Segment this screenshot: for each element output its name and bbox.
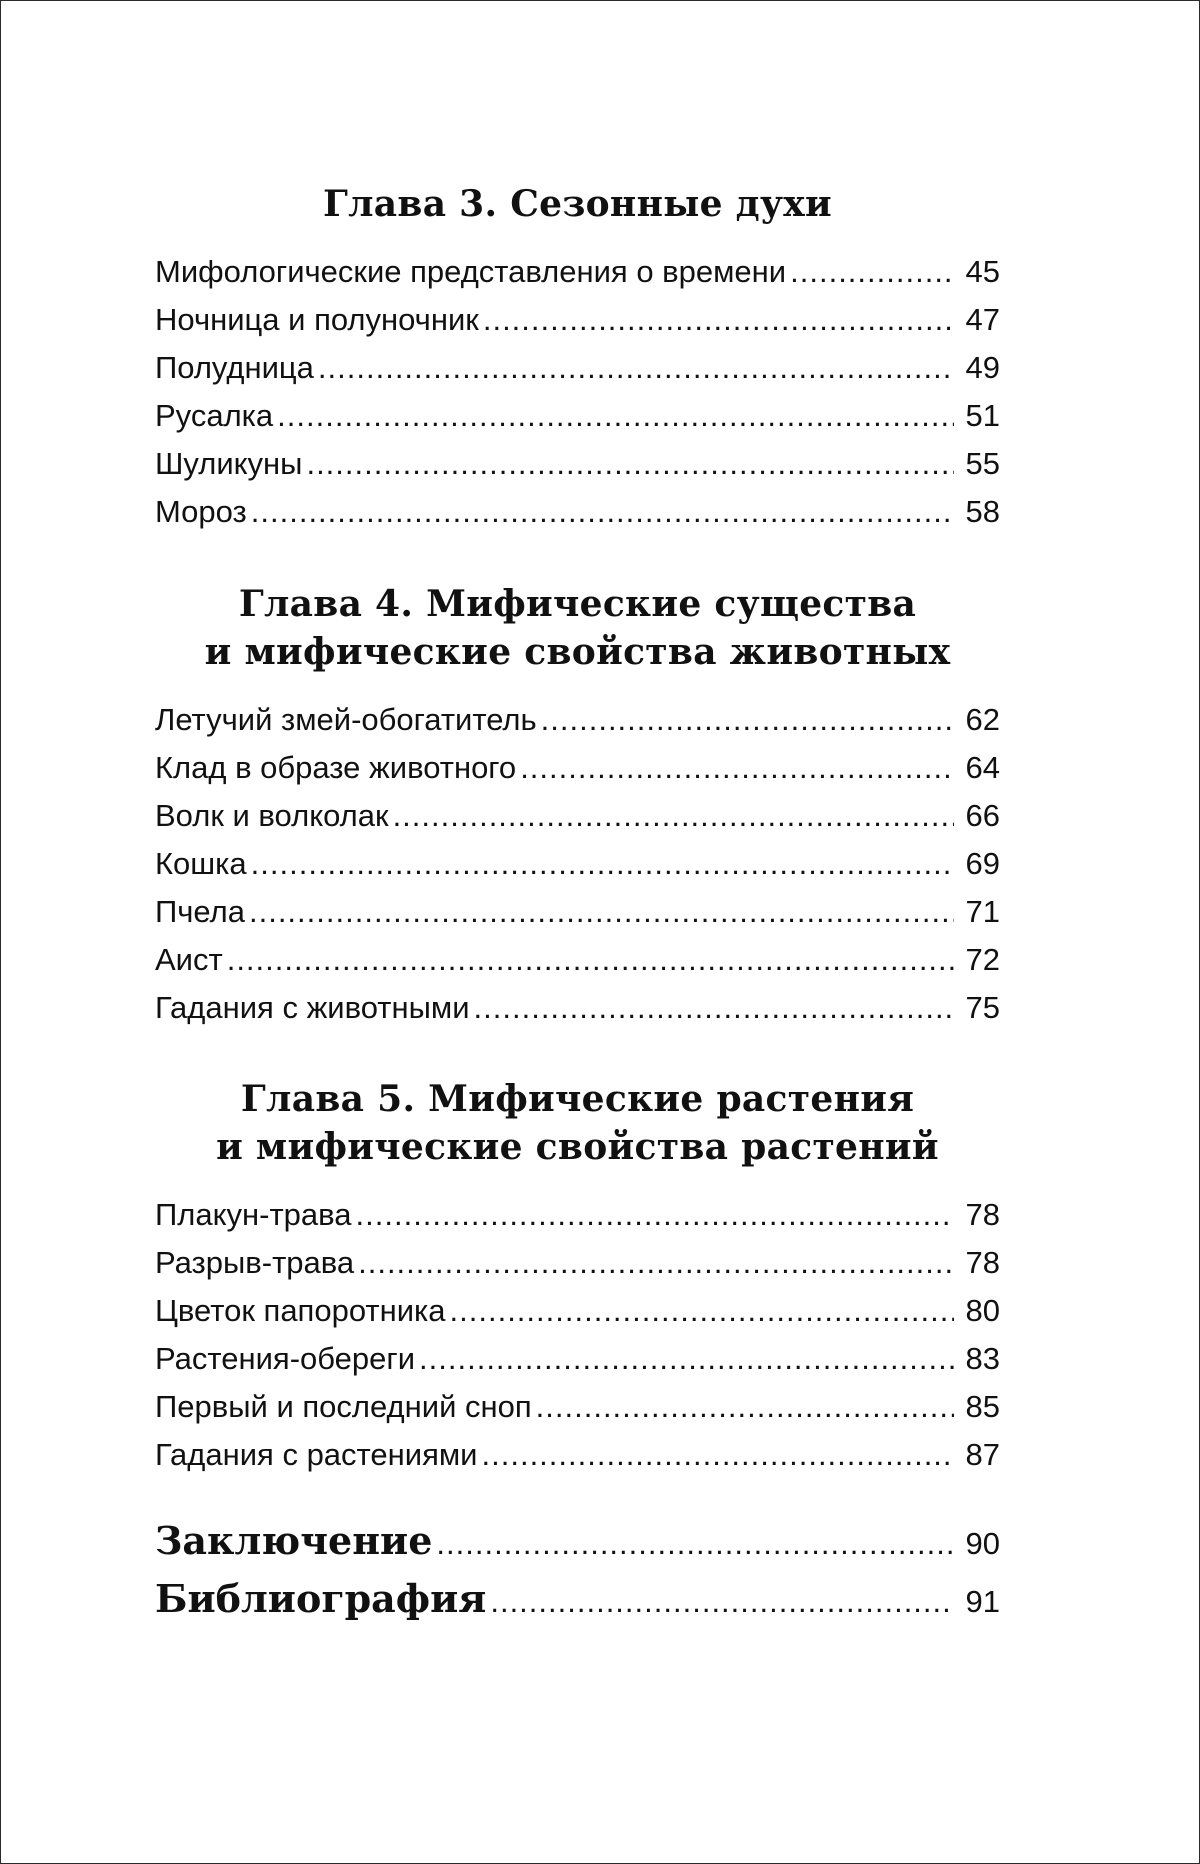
dot-leader bbox=[490, 1573, 954, 1631]
toc-entry-page: 55 bbox=[965, 446, 1000, 481]
dot-leader bbox=[249, 888, 954, 936]
toc-entry-page: 47 bbox=[965, 302, 1000, 337]
toc-entry[interactable] bbox=[155, 696, 1000, 744]
toc-entry-label: Библиография bbox=[155, 1576, 487, 1621]
toc-entry[interactable] bbox=[155, 392, 1000, 440]
toc-entry-label: Первый и последний сноп bbox=[155, 1389, 532, 1424]
toc-entry-label: Кошка bbox=[155, 846, 247, 881]
toc-entry-page: 64 bbox=[965, 750, 1000, 785]
chapter-title bbox=[155, 580, 1000, 676]
toc-entry[interactable] bbox=[155, 1191, 1000, 1239]
dot-leader bbox=[251, 488, 954, 536]
toc-entry-page: 71 bbox=[965, 894, 1000, 929]
toc-entry-label: Разрыв-трава bbox=[155, 1245, 355, 1280]
toc-entry[interactable] bbox=[155, 440, 1000, 488]
toc-entry[interactable] bbox=[155, 296, 1000, 344]
dot-leader bbox=[318, 344, 954, 392]
toc-entry-label: Растения-обереги bbox=[155, 1341, 416, 1376]
dot-leader bbox=[520, 744, 954, 792]
toc-entry[interactable] bbox=[155, 344, 1000, 392]
chapter-title-line: Глава 5. Мифические растения bbox=[240, 1078, 915, 1120]
dot-leader bbox=[436, 1515, 954, 1573]
toc-entry-page: 69 bbox=[965, 846, 1000, 881]
toc-entry-label: Полудница bbox=[155, 350, 314, 385]
dot-leader bbox=[482, 1431, 955, 1479]
toc-entry[interactable] bbox=[155, 744, 1000, 792]
chapter-4-section bbox=[155, 580, 1000, 1032]
toc-entry-label: Гадания с растениями bbox=[155, 1437, 478, 1472]
toc-entry-label: Пчела bbox=[155, 894, 245, 929]
toc-entry-label: Гадания с животными bbox=[155, 990, 470, 1025]
dot-leader bbox=[483, 296, 954, 344]
toc-entry-label: Заключение bbox=[155, 1518, 433, 1563]
dot-leader bbox=[541, 696, 954, 744]
toc-entry-page: 85 bbox=[965, 1389, 1000, 1424]
toc-entry-label: Плакун-трава bbox=[155, 1197, 352, 1232]
toc-entry-page: 45 bbox=[965, 254, 1000, 289]
toc-entry-page: 58 bbox=[965, 494, 1000, 529]
toc-entry[interactable] bbox=[155, 936, 1000, 984]
dot-leader bbox=[251, 840, 954, 888]
toc-entry-page: 66 bbox=[965, 798, 1000, 833]
dot-leader bbox=[227, 936, 954, 984]
chapter-title-line: и мифические свойства растений bbox=[216, 1126, 939, 1168]
toc-entry-conclusion[interactable] bbox=[155, 1512, 1000, 1570]
chapter-title bbox=[155, 1075, 1000, 1171]
toc-entry[interactable] bbox=[155, 840, 1000, 888]
toc-entry-label: Мифологические представления о времени bbox=[155, 254, 787, 289]
toc-entry-label: Летучий змей-обогатитель bbox=[155, 702, 537, 737]
chapter-title bbox=[155, 180, 1000, 228]
toc-entry-label: Русалка bbox=[155, 398, 274, 433]
toc-entry[interactable] bbox=[155, 1239, 1000, 1287]
toc-entry[interactable] bbox=[155, 1335, 1000, 1383]
dot-leader bbox=[790, 248, 954, 296]
toc-entry[interactable] bbox=[155, 1383, 1000, 1431]
dot-leader bbox=[450, 1287, 954, 1335]
dot-leader bbox=[277, 392, 954, 440]
toc-entry-page: 78 bbox=[965, 1197, 1000, 1232]
dot-leader bbox=[356, 1191, 954, 1239]
toc-entry-page: 62 bbox=[965, 702, 1000, 737]
chapter-3-section bbox=[155, 180, 1000, 536]
toc-entry[interactable] bbox=[155, 1287, 1000, 1335]
toc-entry[interactable] bbox=[155, 984, 1000, 1032]
dot-leader bbox=[419, 1335, 954, 1383]
toc-entry-label: Волк и волколак bbox=[155, 798, 389, 833]
toc-entry[interactable] bbox=[155, 248, 1000, 296]
toc-entry-page: 75 bbox=[965, 990, 1000, 1025]
toc-entry-page: 49 bbox=[965, 350, 1000, 385]
chapter-title-line: Глава 3. Сезонные духи bbox=[322, 183, 833, 225]
toc-entry[interactable] bbox=[155, 792, 1000, 840]
toc-entry-label: Клад в образе животного bbox=[155, 750, 517, 785]
dot-leader bbox=[474, 984, 954, 1032]
chapter-title-line: и мифические свойства животных bbox=[204, 631, 951, 673]
toc-entry-page: 78 bbox=[965, 1245, 1000, 1280]
toc-entry-label: Шуликуны bbox=[155, 446, 303, 481]
toc-entry[interactable] bbox=[155, 888, 1000, 936]
toc-entry-page: 90 bbox=[965, 1526, 1000, 1561]
back-matter-section bbox=[155, 1512, 1000, 1628]
toc-entry-bibliography[interactable] bbox=[155, 1570, 1000, 1628]
chapter-title-line: Глава 4. Мифические существа bbox=[238, 583, 917, 625]
toc-entry-label: Аист bbox=[155, 942, 223, 977]
toc-entry-label: Цветок папоротника bbox=[155, 1293, 446, 1328]
toc-entry-label: Ночница и полуночник bbox=[155, 302, 479, 337]
toc-entry-page: 80 bbox=[965, 1293, 1000, 1328]
dot-leader bbox=[358, 1239, 954, 1287]
toc-entry-page: 72 bbox=[965, 942, 1000, 977]
chapter-5-section bbox=[155, 1075, 1000, 1479]
toc-entry-page: 51 bbox=[965, 398, 1000, 433]
toc-entry[interactable] bbox=[155, 1431, 1000, 1479]
toc-entry-page: 91 bbox=[965, 1584, 1000, 1619]
toc-entry[interactable] bbox=[155, 488, 1000, 536]
toc-entry-label: Мороз bbox=[155, 494, 247, 529]
dot-leader bbox=[536, 1383, 954, 1431]
toc-entry-page: 87 bbox=[965, 1437, 1000, 1472]
dot-leader bbox=[306, 440, 954, 488]
toc-entry-page: 83 bbox=[965, 1341, 1000, 1376]
dot-leader bbox=[393, 792, 954, 840]
